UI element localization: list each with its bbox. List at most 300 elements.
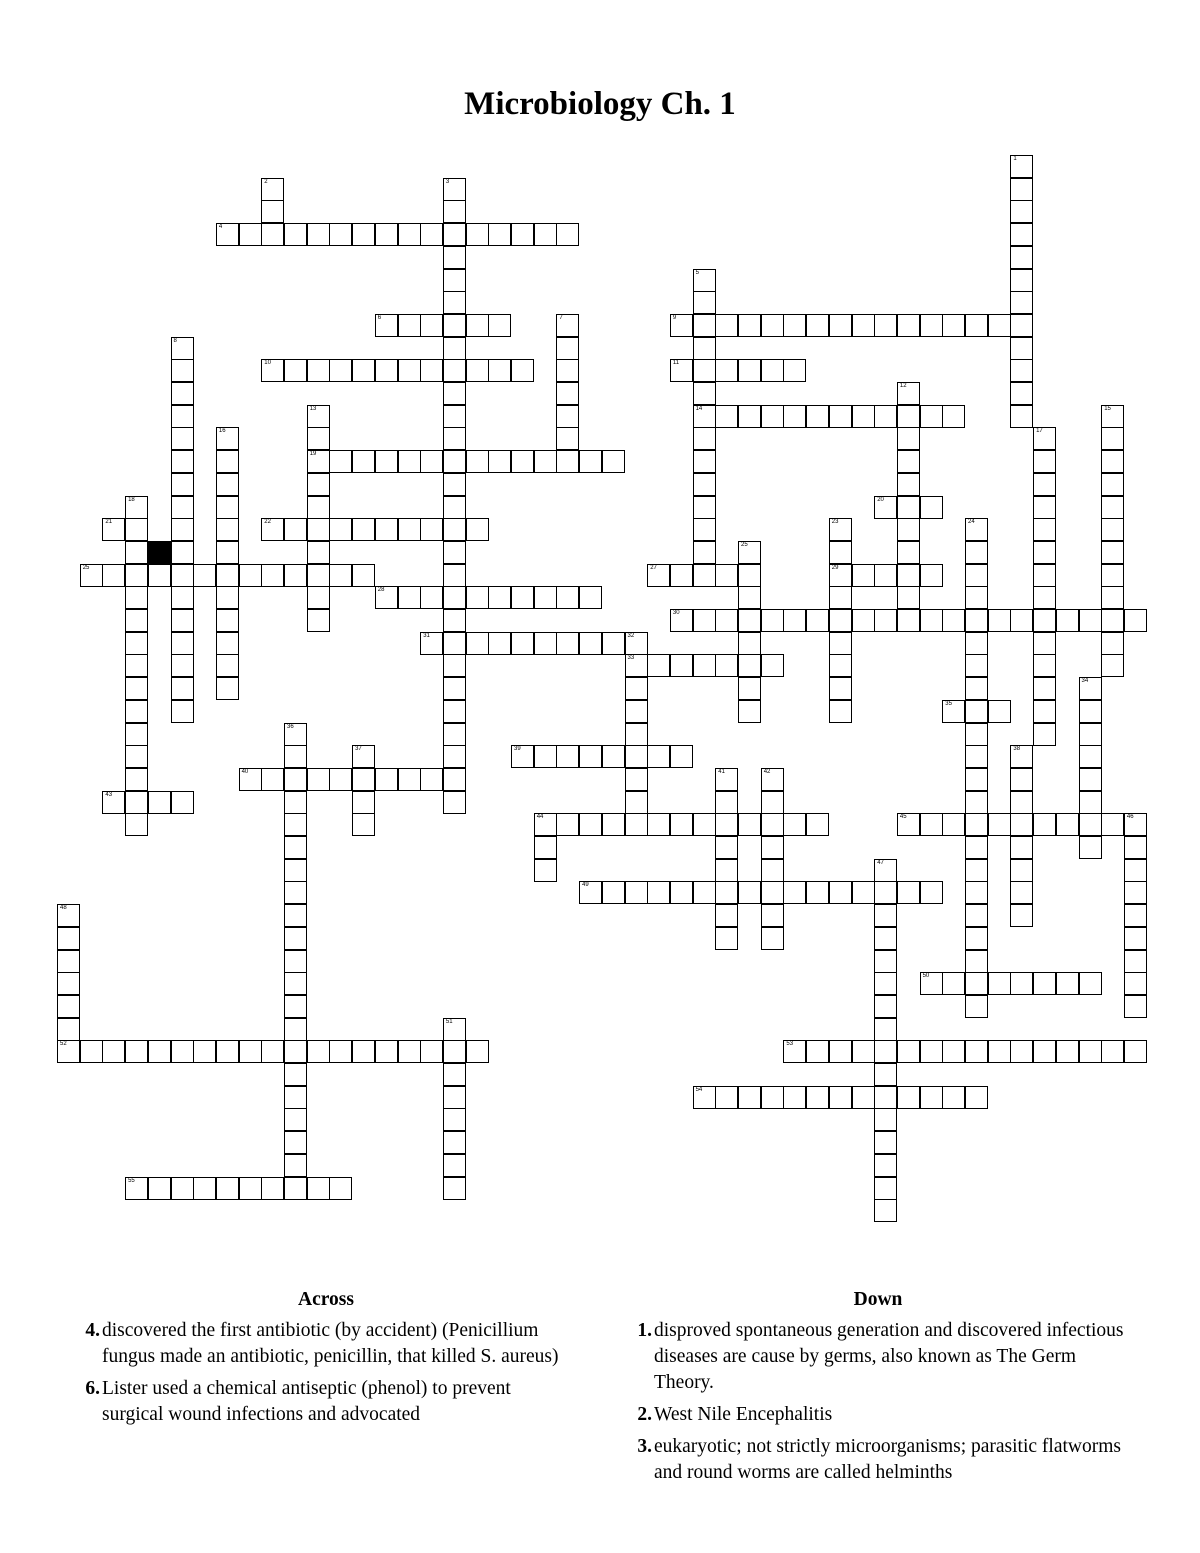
- crossword-cell[interactable]: [420, 632, 443, 655]
- crossword-cell[interactable]: [897, 314, 920, 337]
- crossword-cell[interactable]: [783, 405, 806, 428]
- crossword-cell[interactable]: [420, 586, 443, 609]
- crossword-cell[interactable]: [511, 359, 534, 382]
- crossword-cell[interactable]: [897, 450, 920, 473]
- crossword-cell[interactable]: [216, 609, 239, 632]
- crossword-cell[interactable]: [1101, 427, 1124, 450]
- crossword-cell[interactable]: [715, 405, 738, 428]
- crossword-cell[interactable]: [1033, 427, 1056, 450]
- crossword-cell[interactable]: [398, 450, 421, 473]
- crossword-cell[interactable]: [965, 1040, 988, 1063]
- crossword-cell[interactable]: [556, 632, 579, 655]
- crossword-cell[interactable]: [874, 927, 897, 950]
- crossword-cell[interactable]: [715, 791, 738, 814]
- crossword-cell[interactable]: [80, 564, 103, 587]
- crossword-cell[interactable]: [556, 359, 579, 382]
- crossword-cell[interactable]: [125, 745, 148, 768]
- crossword-cell[interactable]: [783, 1040, 806, 1063]
- crossword-cell[interactable]: [466, 450, 489, 473]
- crossword-cell[interactable]: [1010, 291, 1033, 314]
- crossword-cell[interactable]: [874, 1108, 897, 1131]
- crossword-cell[interactable]: [829, 541, 852, 564]
- crossword-cell[interactable]: [625, 745, 648, 768]
- crossword-cell[interactable]: [897, 382, 920, 405]
- crossword-cell[interactable]: [420, 359, 443, 382]
- crossword-cell[interactable]: [284, 1154, 307, 1177]
- crossword-cell[interactable]: [965, 950, 988, 973]
- crossword-cell[interactable]: [443, 609, 466, 632]
- crossword-cell[interactable]: [1010, 859, 1033, 882]
- crossword-cell[interactable]: [171, 791, 194, 814]
- crossword-cell[interactable]: [761, 609, 784, 632]
- crossword-cell[interactable]: [625, 791, 648, 814]
- crossword-cell[interactable]: [1033, 700, 1056, 723]
- crossword-cell[interactable]: [1101, 609, 1124, 632]
- crossword-cell[interactable]: [1033, 450, 1056, 473]
- crossword-cell[interactable]: [693, 518, 716, 541]
- crossword-cell[interactable]: [1033, 1040, 1056, 1063]
- crossword-cell[interactable]: [761, 881, 784, 904]
- crossword-cell[interactable]: [579, 813, 602, 836]
- crossword-cell[interactable]: [284, 723, 307, 746]
- crossword-cell[interactable]: [148, 791, 171, 814]
- crossword-cell[interactable]: [1124, 836, 1147, 859]
- crossword-cell[interactable]: [171, 1177, 194, 1200]
- crossword-cell[interactable]: [942, 813, 965, 836]
- crossword-cell[interactable]: [216, 1177, 239, 1200]
- crossword-cell[interactable]: [125, 654, 148, 677]
- crossword-cell[interactable]: [897, 518, 920, 541]
- crossword-cell[interactable]: [874, 950, 897, 973]
- crossword-cell[interactable]: [829, 700, 852, 723]
- crossword-cell[interactable]: [534, 836, 557, 859]
- crossword-cell[interactable]: [738, 654, 761, 677]
- crossword-cell[interactable]: [307, 518, 330, 541]
- crossword-cell[interactable]: [57, 950, 80, 973]
- crossword-cell[interactable]: [829, 586, 852, 609]
- crossword-cell[interactable]: [443, 359, 466, 382]
- crossword-cell[interactable]: [852, 314, 875, 337]
- crossword-cell[interactable]: [443, 1131, 466, 1154]
- crossword-cell[interactable]: [352, 1040, 375, 1063]
- crossword-cell[interactable]: [171, 450, 194, 473]
- crossword-cell[interactable]: [829, 654, 852, 677]
- crossword-cell[interactable]: [965, 745, 988, 768]
- crossword-cell[interactable]: [375, 450, 398, 473]
- crossword-cell[interactable]: [488, 359, 511, 382]
- crossword-cell[interactable]: [261, 768, 284, 791]
- crossword-cell[interactable]: [693, 337, 716, 360]
- crossword-cell[interactable]: [761, 904, 784, 927]
- crossword-cell[interactable]: [443, 791, 466, 814]
- crossword-cell[interactable]: [920, 972, 943, 995]
- crossword-cell[interactable]: [352, 813, 375, 836]
- crossword-cell[interactable]: [1010, 382, 1033, 405]
- crossword-cell[interactable]: [307, 541, 330, 564]
- crossword-cell[interactable]: [284, 518, 307, 541]
- crossword-cell[interactable]: [1056, 609, 1079, 632]
- crossword-cell[interactable]: [57, 972, 80, 995]
- crossword-cell[interactable]: [398, 223, 421, 246]
- crossword-cell[interactable]: [647, 564, 670, 587]
- crossword-cell[interactable]: [783, 1086, 806, 1109]
- crossword-cell[interactable]: [625, 632, 648, 655]
- crossword-cell[interactable]: [171, 405, 194, 428]
- crossword-cell[interactable]: [352, 745, 375, 768]
- crossword-cell[interactable]: [852, 609, 875, 632]
- crossword-cell[interactable]: [1101, 450, 1124, 473]
- crossword-cell[interactable]: [1010, 881, 1033, 904]
- crossword-cell[interactable]: [511, 586, 534, 609]
- crossword-cell[interactable]: [874, 1199, 897, 1222]
- crossword-cell[interactable]: [829, 564, 852, 587]
- crossword-cell[interactable]: [443, 1108, 466, 1131]
- crossword-cell[interactable]: [171, 586, 194, 609]
- crossword-cell[interactable]: [420, 518, 443, 541]
- crossword-cell[interactable]: [125, 700, 148, 723]
- crossword-cell[interactable]: [375, 223, 398, 246]
- crossword-cell[interactable]: [307, 359, 330, 382]
- crossword-cell[interactable]: [171, 609, 194, 632]
- crossword-cell[interactable]: [715, 904, 738, 927]
- crossword-cell[interactable]: [125, 813, 148, 836]
- crossword-cell[interactable]: [761, 359, 784, 382]
- crossword-cell[interactable]: [942, 314, 965, 337]
- crossword-cell[interactable]: [829, 314, 852, 337]
- crossword-cell[interactable]: [670, 881, 693, 904]
- crossword-cell[interactable]: [965, 859, 988, 882]
- crossword-cell[interactable]: [874, 881, 897, 904]
- crossword-cell[interactable]: [284, 859, 307, 882]
- crossword-cell[interactable]: [466, 359, 489, 382]
- crossword-cell[interactable]: [920, 405, 943, 428]
- crossword-cell[interactable]: [693, 609, 716, 632]
- crossword-cell[interactable]: [988, 813, 1011, 836]
- crossword-cell[interactable]: [216, 518, 239, 541]
- crossword-cell[interactable]: [443, 564, 466, 587]
- crossword-cell[interactable]: [988, 972, 1011, 995]
- crossword-cell[interactable]: [511, 632, 534, 655]
- crossword-cell[interactable]: [534, 859, 557, 882]
- crossword-cell[interactable]: [307, 405, 330, 428]
- crossword-cell[interactable]: [375, 768, 398, 791]
- crossword-cell[interactable]: [1010, 246, 1033, 269]
- crossword-cell[interactable]: [965, 927, 988, 950]
- crossword-cell[interactable]: [239, 1040, 262, 1063]
- crossword-cell[interactable]: [171, 382, 194, 405]
- crossword-cell[interactable]: [307, 1177, 330, 1200]
- crossword-cell[interactable]: [738, 314, 761, 337]
- crossword-cell[interactable]: [534, 745, 557, 768]
- crossword-cell[interactable]: [761, 1086, 784, 1109]
- crossword-cell[interactable]: [965, 904, 988, 927]
- crossword-cell[interactable]: [942, 609, 965, 632]
- crossword-cell[interactable]: [1101, 564, 1124, 587]
- crossword-cell[interactable]: [715, 813, 738, 836]
- crossword-cell[interactable]: [284, 1086, 307, 1109]
- crossword-cell[interactable]: [625, 723, 648, 746]
- crossword-cell[interactable]: [1124, 881, 1147, 904]
- crossword-cell[interactable]: [466, 223, 489, 246]
- crossword-cell[interactable]: [693, 541, 716, 564]
- crossword-cell[interactable]: [920, 564, 943, 587]
- crossword-cell[interactable]: [988, 700, 1011, 723]
- crossword-cell[interactable]: [239, 564, 262, 587]
- crossword-cell[interactable]: [443, 1154, 466, 1177]
- crossword-cell[interactable]: [443, 291, 466, 314]
- crossword-cell[interactable]: [284, 995, 307, 1018]
- crossword-cell[interactable]: [988, 1040, 1011, 1063]
- crossword-cell[interactable]: [125, 586, 148, 609]
- crossword-cell[interactable]: [738, 359, 761, 382]
- crossword-cell[interactable]: [806, 813, 829, 836]
- crossword-cell[interactable]: [761, 836, 784, 859]
- crossword-cell[interactable]: [1033, 632, 1056, 655]
- crossword-cell[interactable]: [171, 496, 194, 519]
- crossword-cell[interactable]: [307, 473, 330, 496]
- crossword-cell[interactable]: [466, 632, 489, 655]
- crossword-cell[interactable]: [420, 450, 443, 473]
- crossword-cell[interactable]: [443, 586, 466, 609]
- crossword-cell[interactable]: [1033, 518, 1056, 541]
- crossword-cell[interactable]: [942, 405, 965, 428]
- crossword-cell[interactable]: [1033, 723, 1056, 746]
- crossword-cell[interactable]: [942, 700, 965, 723]
- crossword-cell[interactable]: [602, 881, 625, 904]
- crossword-cell[interactable]: [670, 564, 693, 587]
- crossword-cell[interactable]: [1010, 314, 1033, 337]
- crossword-cell[interactable]: [57, 927, 80, 950]
- crossword-cell[interactable]: [443, 677, 466, 700]
- crossword-cell[interactable]: [1010, 178, 1033, 201]
- crossword-cell[interactable]: [806, 1040, 829, 1063]
- crossword-cell[interactable]: [897, 496, 920, 519]
- crossword-cell[interactable]: [625, 881, 648, 904]
- crossword-cell[interactable]: [193, 1040, 216, 1063]
- crossword-cell[interactable]: [1124, 950, 1147, 973]
- crossword-cell[interactable]: [1033, 972, 1056, 995]
- crossword-cell[interactable]: [307, 223, 330, 246]
- crossword-cell[interactable]: [897, 427, 920, 450]
- crossword-cell[interactable]: [738, 541, 761, 564]
- crossword-cell[interactable]: [715, 654, 738, 677]
- crossword-cell[interactable]: [829, 677, 852, 700]
- crossword-cell[interactable]: [693, 382, 716, 405]
- crossword-cell[interactable]: [57, 904, 80, 927]
- crossword-cell[interactable]: [715, 314, 738, 337]
- crossword-cell[interactable]: [874, 1131, 897, 1154]
- crossword-cell[interactable]: [693, 291, 716, 314]
- crossword-cell[interactable]: [647, 745, 670, 768]
- crossword-cell[interactable]: [1101, 405, 1124, 428]
- crossword-cell[interactable]: [738, 609, 761, 632]
- crossword-cell[interactable]: [1101, 813, 1124, 836]
- crossword-cell[interactable]: [102, 564, 125, 587]
- crossword-cell[interactable]: [693, 405, 716, 428]
- crossword-cell[interactable]: [874, 564, 897, 587]
- crossword-cell[interactable]: [443, 518, 466, 541]
- crossword-cell[interactable]: [1079, 723, 1102, 746]
- crossword-cell[interactable]: [579, 586, 602, 609]
- crossword-cell[interactable]: [965, 609, 988, 632]
- crossword-cell[interactable]: [171, 1040, 194, 1063]
- crossword-cell[interactable]: [693, 564, 716, 587]
- crossword-cell[interactable]: [125, 632, 148, 655]
- crossword-cell[interactable]: [1101, 586, 1124, 609]
- crossword-cell[interactable]: [1079, 609, 1102, 632]
- crossword-cell[interactable]: [352, 359, 375, 382]
- crossword-cell[interactable]: [829, 1086, 852, 1109]
- crossword-cell[interactable]: [193, 1177, 216, 1200]
- crossword-cell[interactable]: [738, 700, 761, 723]
- crossword-cell[interactable]: [715, 836, 738, 859]
- crossword-cell[interactable]: [216, 541, 239, 564]
- crossword-cell[interactable]: [920, 813, 943, 836]
- crossword-cell[interactable]: [443, 632, 466, 655]
- crossword-cell[interactable]: [761, 405, 784, 428]
- crossword-cell[interactable]: [284, 791, 307, 814]
- crossword-cell[interactable]: [670, 359, 693, 382]
- crossword-cell[interactable]: [1010, 745, 1033, 768]
- crossword-cell[interactable]: [125, 564, 148, 587]
- crossword-cell[interactable]: [443, 1018, 466, 1041]
- crossword-cell[interactable]: [942, 1086, 965, 1109]
- crossword-cell[interactable]: [1079, 791, 1102, 814]
- crossword-cell[interactable]: [897, 609, 920, 632]
- crossword-cell[interactable]: [715, 1086, 738, 1109]
- crossword-cell[interactable]: [171, 700, 194, 723]
- crossword-cell[interactable]: [125, 768, 148, 791]
- crossword-cell[interactable]: [852, 1086, 875, 1109]
- crossword-cell[interactable]: [216, 564, 239, 587]
- crossword-cell[interactable]: [965, 791, 988, 814]
- crossword-cell[interactable]: [556, 586, 579, 609]
- crossword-cell[interactable]: [670, 654, 693, 677]
- crossword-cell[interactable]: [965, 768, 988, 791]
- crossword-cell[interactable]: [1079, 677, 1102, 700]
- crossword-cell[interactable]: [534, 450, 557, 473]
- crossword-cell[interactable]: [647, 654, 670, 677]
- crossword-cell[interactable]: [443, 700, 466, 723]
- crossword-cell[interactable]: [171, 337, 194, 360]
- crossword-cell[interactable]: [125, 791, 148, 814]
- crossword-cell[interactable]: [965, 586, 988, 609]
- crossword-cell[interactable]: [715, 564, 738, 587]
- crossword-cell[interactable]: [1124, 813, 1147, 836]
- crossword-cell[interactable]: [556, 382, 579, 405]
- crossword-cell[interactable]: [693, 654, 716, 677]
- crossword-cell[interactable]: [965, 518, 988, 541]
- crossword-cell[interactable]: [920, 881, 943, 904]
- crossword-cell[interactable]: [148, 564, 171, 587]
- crossword-cell[interactable]: [761, 927, 784, 950]
- crossword-cell[interactable]: [693, 881, 716, 904]
- crossword-cell[interactable]: [1124, 972, 1147, 995]
- crossword-cell[interactable]: [488, 223, 511, 246]
- crossword-cell[interactable]: [171, 654, 194, 677]
- crossword-cell[interactable]: [965, 564, 988, 587]
- crossword-cell[interactable]: [284, 1177, 307, 1200]
- crossword-cell[interactable]: [443, 1086, 466, 1109]
- crossword-cell[interactable]: [1010, 337, 1033, 360]
- crossword-cell[interactable]: [556, 405, 579, 428]
- crossword-cell[interactable]: [1010, 904, 1033, 927]
- crossword-cell[interactable]: [965, 995, 988, 1018]
- crossword-cell[interactable]: [829, 609, 852, 632]
- crossword-cell[interactable]: [1079, 700, 1102, 723]
- crossword-cell[interactable]: [261, 200, 284, 223]
- crossword-cell[interactable]: [398, 768, 421, 791]
- crossword-cell[interactable]: [1010, 813, 1033, 836]
- crossword-cell[interactable]: [806, 609, 829, 632]
- crossword-cell[interactable]: [897, 541, 920, 564]
- crossword-cell[interactable]: [670, 813, 693, 836]
- crossword-cell[interactable]: [284, 1108, 307, 1131]
- crossword-cell[interactable]: [783, 881, 806, 904]
- crossword-cell[interactable]: [693, 427, 716, 450]
- crossword-cell[interactable]: [284, 1040, 307, 1063]
- crossword-cell[interactable]: [942, 972, 965, 995]
- crossword-cell[interactable]: [216, 496, 239, 519]
- crossword-cell[interactable]: [647, 813, 670, 836]
- crossword-cell[interactable]: [171, 632, 194, 655]
- crossword-cell[interactable]: [125, 609, 148, 632]
- crossword-cell[interactable]: [375, 314, 398, 337]
- crossword-cell[interactable]: [1101, 541, 1124, 564]
- crossword-cell[interactable]: [965, 836, 988, 859]
- crossword-cell[interactable]: [329, 564, 352, 587]
- crossword-cell[interactable]: [625, 677, 648, 700]
- crossword-cell[interactable]: [443, 178, 466, 201]
- crossword-cell[interactable]: [693, 496, 716, 519]
- crossword-cell[interactable]: [261, 178, 284, 201]
- crossword-cell[interactable]: [806, 1086, 829, 1109]
- crossword-cell[interactable]: [783, 609, 806, 632]
- crossword-cell[interactable]: [602, 450, 625, 473]
- crossword-cell[interactable]: [102, 1040, 125, 1063]
- crossword-cell[interactable]: [852, 1040, 875, 1063]
- crossword-cell[interactable]: [261, 518, 284, 541]
- crossword-cell[interactable]: [443, 405, 466, 428]
- crossword-cell[interactable]: [284, 1018, 307, 1041]
- crossword-cell[interactable]: [1010, 1040, 1033, 1063]
- crossword-cell[interactable]: [1124, 904, 1147, 927]
- crossword-cell[interactable]: [284, 950, 307, 973]
- crossword-cell[interactable]: [738, 632, 761, 655]
- crossword-cell[interactable]: [307, 768, 330, 791]
- crossword-cell[interactable]: [852, 564, 875, 587]
- crossword-cell[interactable]: [261, 564, 284, 587]
- crossword-cell[interactable]: [965, 541, 988, 564]
- crossword-cell[interactable]: [443, 337, 466, 360]
- crossword-cell[interactable]: [329, 359, 352, 382]
- crossword-cell[interactable]: [897, 586, 920, 609]
- crossword-cell[interactable]: [329, 518, 352, 541]
- crossword-cell[interactable]: [398, 359, 421, 382]
- crossword-cell[interactable]: [897, 881, 920, 904]
- crossword-cell[interactable]: [1079, 768, 1102, 791]
- crossword-cell[interactable]: [284, 359, 307, 382]
- crossword-cell[interactable]: [57, 1018, 80, 1041]
- crossword-cell[interactable]: [829, 881, 852, 904]
- crossword-cell[interactable]: [874, 1086, 897, 1109]
- crossword-cell[interactable]: [874, 995, 897, 1018]
- crossword-cell[interactable]: [443, 450, 466, 473]
- crossword-cell[interactable]: [783, 359, 806, 382]
- crossword-cell[interactable]: [829, 1040, 852, 1063]
- crossword-cell[interactable]: [738, 677, 761, 700]
- crossword-cell[interactable]: [897, 1040, 920, 1063]
